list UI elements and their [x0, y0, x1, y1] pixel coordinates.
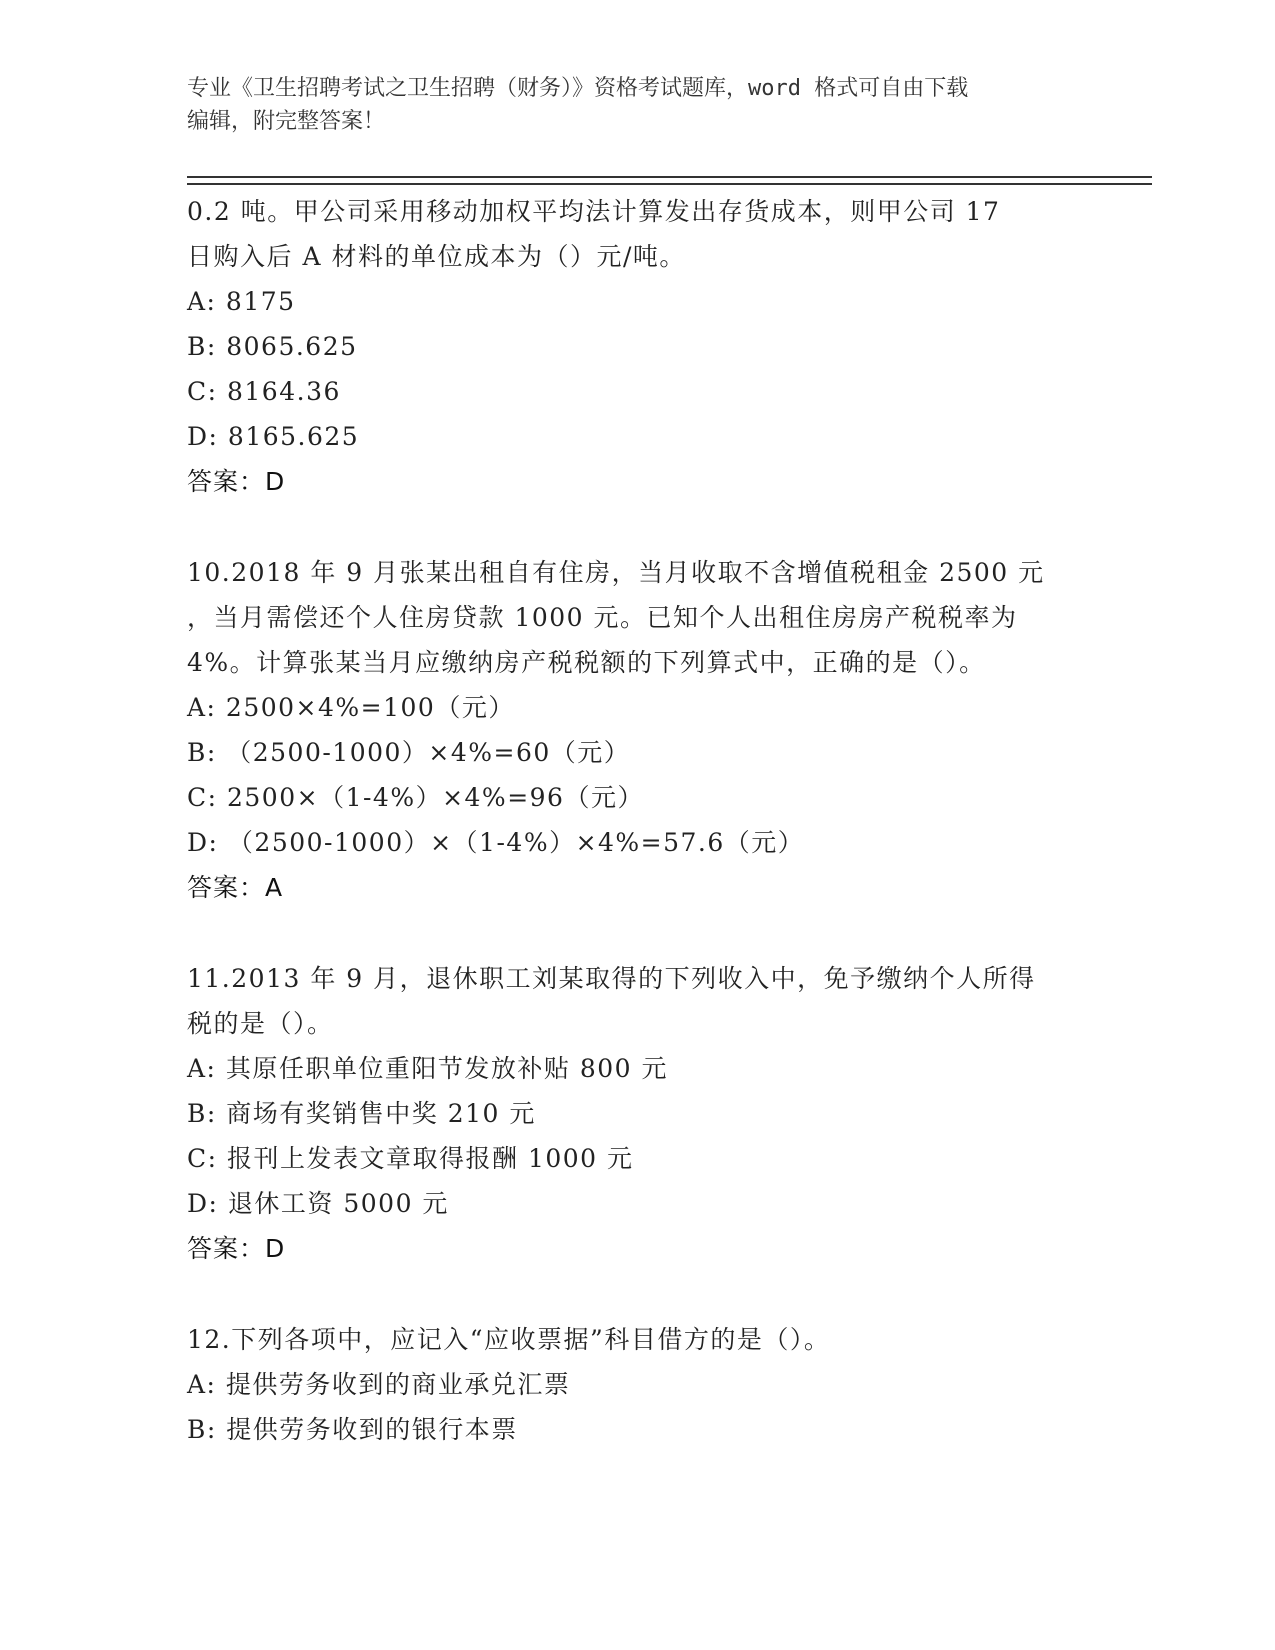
header-line-2: 编辑，附完整答案！	[187, 109, 386, 134]
question-list	[187, 189, 1087, 1452]
header-divider-bottom	[187, 183, 1152, 185]
question-11	[187, 956, 1087, 1271]
answer-label: 答案：D	[187, 1234, 286, 1263]
question-text-line: 日购入后 A 材料的单位成本为（）元/吨。	[187, 242, 686, 271]
option-a: A: 其原任职单位重阳节发放补贴 800 元	[187, 1054, 669, 1083]
option-b: B: 8065.625	[187, 332, 358, 361]
option-a: A: 2500×4%=100（元）	[187, 693, 515, 722]
page-header	[187, 72, 1087, 138]
question-text-line: ，当月需偿还个人住房贷款 1000 元。已知个人出租住房房产税税率为	[187, 603, 1018, 632]
header-line-1: 专业《卫生招聘考试之卫生招聘（财务）》资格考试题库，word 格式可自由下载	[187, 76, 969, 101]
option-b: B: 提供劳务收到的银行本票	[187, 1415, 518, 1444]
question-text-line: 4%。计算张某当月应缴纳房产税税额的下列算式中，正确的是（）。	[187, 648, 986, 677]
question-text	[187, 550, 1087, 685]
question-text	[187, 956, 1087, 1046]
question-10	[187, 550, 1087, 910]
question-text-line: 0.2 吨。甲公司采用移动加权平均法计算发出存货成本，则甲公司 17	[187, 197, 1001, 226]
option-d: D: （2500-1000）×（1-4%）×4%=57.6（元）	[187, 828, 805, 857]
option-b: B: （2500-1000）×4%=60（元）	[187, 738, 631, 767]
question-9	[187, 189, 1087, 504]
question-text-line: 12.下列各项中，应记入“应收票据”科目借方的是（）。	[187, 1325, 831, 1354]
option-b: B: 商场有奖销售中奖 210 元	[187, 1099, 536, 1128]
answer-label: 答案：D	[187, 467, 286, 496]
question-12	[187, 1317, 1087, 1452]
option-c: C: 报刊上发表文章取得报酬 1000 元	[187, 1144, 634, 1173]
header-divider-top	[187, 176, 1152, 178]
question-text	[187, 1317, 1087, 1362]
option-c: C: 2500×（1-4%）×4%=96（元）	[187, 783, 644, 812]
question-text-line: 税的是（）。	[187, 1009, 334, 1038]
option-c: C: 8164.36	[187, 377, 341, 406]
answer-label: 答案：A	[187, 873, 284, 902]
option-d: D: 退休工资 5000 元	[187, 1189, 449, 1218]
option-a: A: 8175	[187, 287, 296, 316]
question-text-line: 10.2018 年 9 月张某出租自有住房，当月收取不含增值税租金 2500 元	[187, 558, 1045, 587]
option-a: A: 提供劳务收到的商业承兑汇票	[187, 1370, 571, 1399]
question-text	[187, 189, 1087, 279]
question-text-line: 11.2013 年 9 月，退休职工刘某取得的下列收入中，免予缴纳个人所得	[187, 964, 1036, 993]
option-d: D: 8165.625	[187, 422, 360, 451]
